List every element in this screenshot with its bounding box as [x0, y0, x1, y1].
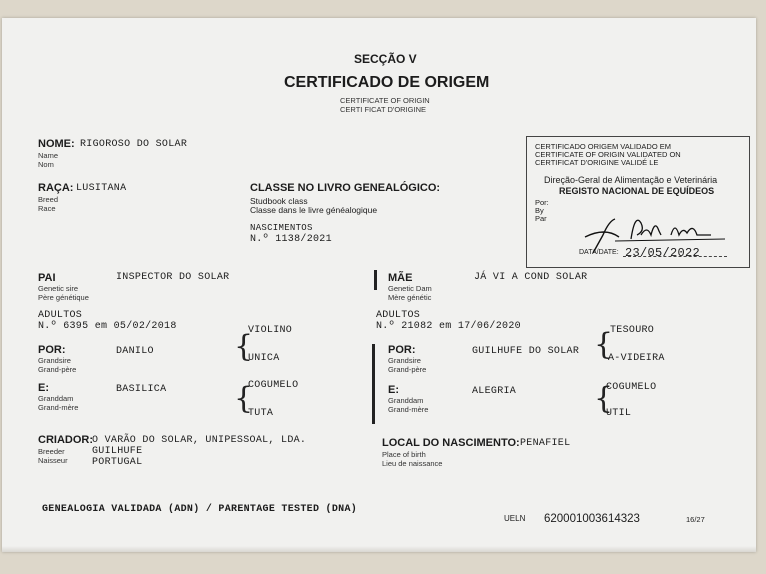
authority-registry: REGISTO NACIONAL DE EQUÍDEOS [559, 186, 715, 196]
section-title: SECÇÃO V [354, 52, 417, 66]
dam-label: MÃE [388, 272, 413, 284]
studbook-number: N.º 1138/2021 [250, 234, 332, 245]
authority-name: Direção-Geral de Alimentação e Veterinária [544, 175, 718, 185]
name-sub-fr: Nom [38, 160, 54, 169]
sire-grandsire-dam: UNICA [248, 353, 280, 364]
validation-box [526, 136, 750, 268]
sire-granddam-name: BASILICA [116, 384, 167, 395]
breed-sub-fr: Race [38, 204, 56, 213]
studbook-class: NASCIMENTOS [250, 223, 313, 233]
dam-granddam-dam: UTIL [606, 408, 632, 419]
breeder-locality: GUILHUFE [92, 446, 143, 457]
breeder-name: O VARÃO DO SOLAR, UNIPESSOAL, LDA. [92, 435, 307, 446]
sire-granddam-sub-en: Granddam [38, 394, 74, 403]
name-label: NOME: [38, 138, 75, 150]
sire-grandsire-sub-en: Grandsire [38, 356, 71, 365]
document-title-fr: CERTI FICAT D'ORIGINE [340, 105, 427, 114]
ueln-label: UELN [504, 514, 526, 523]
sire-number: N.º 6395 em 05/02/2018 [38, 321, 177, 332]
sire-class: ADULTOS [38, 310, 83, 321]
dam-grandsire-dam: A-VIDEIRA [608, 353, 665, 364]
page-bottom-shadow [2, 546, 756, 552]
dam-grandsire-name: GUILHUFE DO SOLAR [472, 346, 580, 357]
dam-number: N.º 21082 em 17/06/2020 [376, 321, 521, 332]
dam-granddam-sub-en: Granddam [388, 396, 424, 405]
dam-name: JÁ VI A COND SOLAR [474, 272, 588, 283]
sire-granddam-brace: { [234, 381, 254, 416]
dam-grandsire-label: POR: [388, 344, 416, 356]
dam-class: ADULTOS [376, 310, 421, 321]
breeder-country: PORTUGAL [92, 457, 143, 468]
sire-sub-fr: Père génétique [38, 293, 89, 302]
name-value: RIGOROSO DO SOLAR [80, 139, 188, 150]
document-title: CERTIFICADO DE ORIGEM [284, 74, 490, 91]
sire-name: INSPECTOR DO SOLAR [116, 272, 230, 283]
breed-label: RAÇA: [38, 182, 74, 194]
studbook-label: CLASSE NO LIVRO GENEALÓGICO: [250, 182, 441, 194]
dna-validation-statement: GENEALOGIA VALIDADA (ADN) / PARENTAGE TESTED (DNA) [42, 504, 358, 515]
studbook-sub-en: Studbook class [250, 196, 308, 206]
breed-value: LUSITANA [76, 183, 127, 194]
validation-by-por: Por: [535, 198, 549, 207]
sire-granddam-sire: COGUMELO [248, 380, 299, 391]
breeder-label: CRIADOR: [38, 434, 93, 446]
document-title-en: CERTIFICATE OF ORIGIN [340, 96, 430, 105]
birthplace-label: LOCAL DO NASCIMENTO: [382, 437, 520, 449]
dam-grandsire-sub-en: Grandsire [388, 356, 421, 365]
validation-date-value: 23/05/2022 [625, 246, 701, 260]
sire-grandsire-name: DANILO [116, 346, 154, 357]
validation-by-fr: Par [535, 214, 547, 223]
dam-granddam-sub-fr: Grand-mère [388, 405, 429, 414]
breeder-sub-fr: Naisseur [38, 456, 68, 465]
sire-sub-en: Genetic sire [38, 284, 79, 293]
ueln-value: 620001003614323 [544, 513, 640, 525]
dam-divider-top [374, 270, 377, 290]
sire-grandsire-label: POR: [38, 344, 66, 356]
dam-sub-fr: Mère génétic [388, 293, 432, 302]
birthplace-sub-en: Place of birth [382, 450, 426, 459]
breed-sub-en: Breed [38, 195, 59, 204]
dam-grandsire-sub-fr: Grand-père [388, 365, 427, 374]
sire-grandsire-sire: VIOLINO [248, 325, 293, 336]
sire-grandsire-sub-fr: Grand-père [38, 365, 77, 374]
certificate-page [2, 18, 756, 552]
breeder-sub-en: Breeder [38, 447, 65, 456]
dam-granddam-sire: COGUMELO [606, 382, 657, 393]
validation-by-en: By [535, 206, 544, 215]
studbook-sub-fr: Classe dans le livre généalogique [250, 205, 378, 215]
dam-granddam-label: E: [388, 384, 399, 396]
sire-granddam-sub-fr: Grand-mère [38, 403, 79, 412]
dam-granddam-name: ALEGRIA [472, 386, 517, 397]
validation-line1: CERTIFICADO ORIGEM VALIDADO EM [535, 142, 671, 151]
validation-date-label: DATA/DATE: [579, 249, 619, 256]
dam-granddam-brace: { [594, 381, 614, 416]
dam-sub-en: Genetic Dam [388, 284, 432, 293]
sire-grandsire-brace: { [234, 329, 254, 364]
sire-granddam-dam: TUTA [248, 408, 274, 419]
sire-granddam-label: E: [38, 382, 49, 394]
date-underline [623, 256, 727, 257]
name-sub-en: Name [38, 151, 59, 160]
dam-grandsire-sire: TESOURO [610, 325, 655, 336]
dam-divider-bottom [372, 344, 375, 424]
page-number: 16/27 [686, 515, 705, 524]
sire-label: PAI [38, 272, 56, 284]
dam-grandsire-brace: { [594, 327, 614, 362]
birthplace-value: PENAFIEL [520, 438, 571, 449]
birthplace-sub-fr: Lieu de naissance [382, 459, 443, 468]
validation-line3: CERTIFICAT D'ORIGINE VALIDÉ LE [535, 158, 659, 167]
validation-line2: CERTIFICATE OF ORIGIN VALIDATED ON [535, 150, 681, 159]
